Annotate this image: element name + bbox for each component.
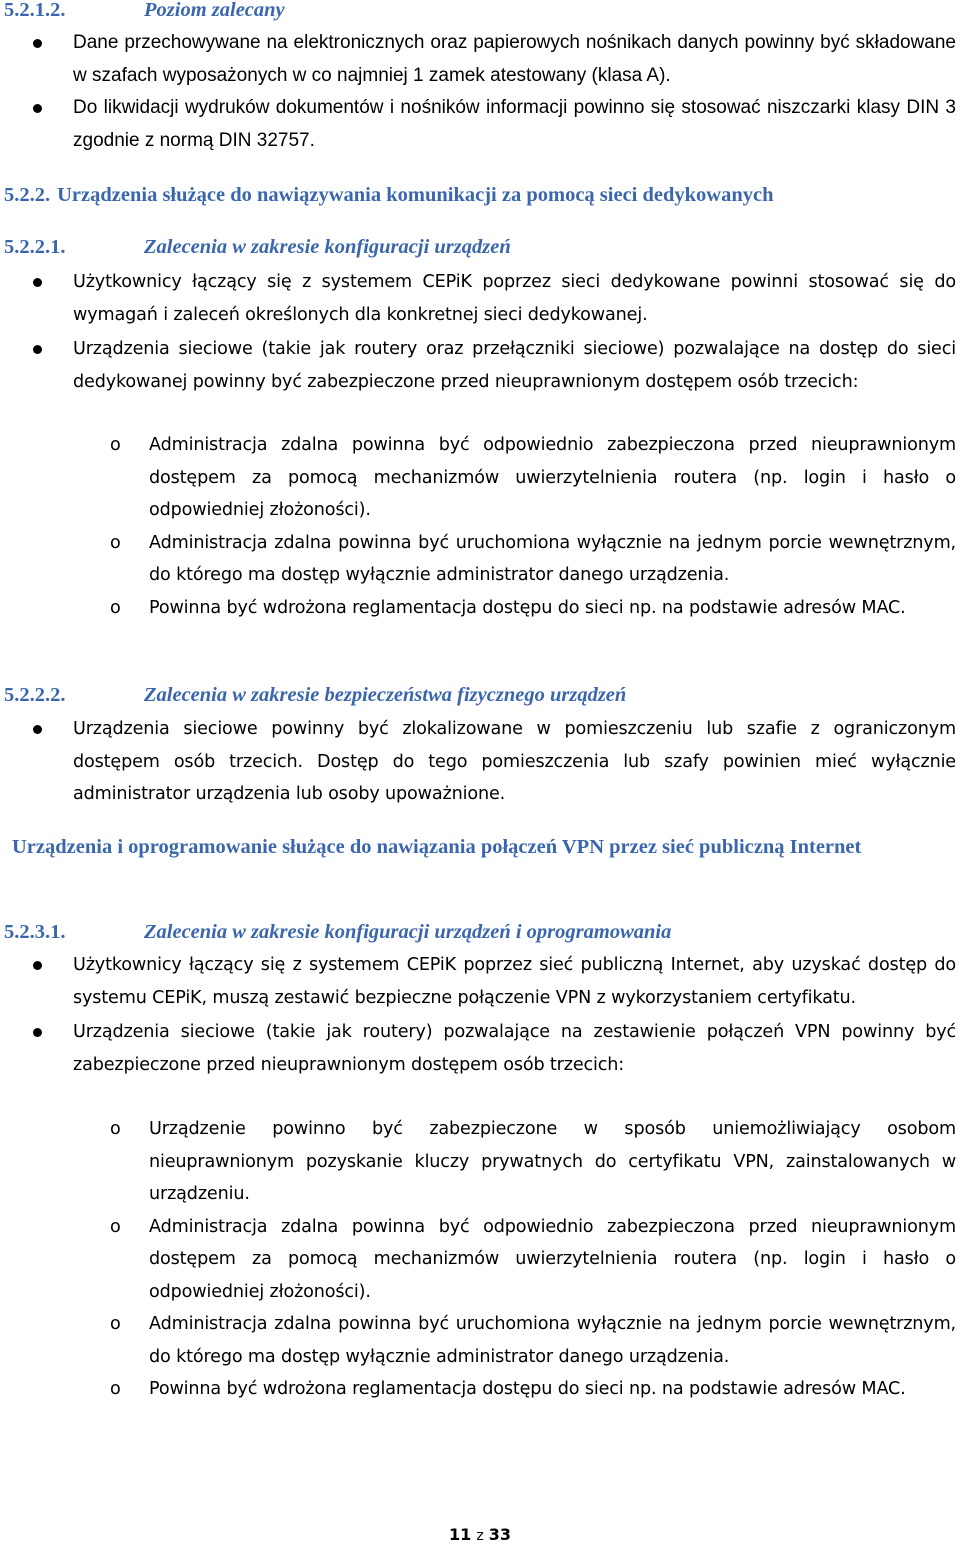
bullet-icon — [33, 345, 42, 354]
sub-bullet-marker: o — [110, 1216, 121, 1237]
current-page-number: 11 — [448, 1525, 472, 1544]
sub-list-item-text: Powinna być wdrożona reglamentacja dostępu do sieci np. na podstawie adresów MAC. — [149, 597, 906, 618]
section-title: Zalecenia w zakresie konfiguracji urządzeń — [144, 236, 511, 258]
sub-bullet-marker: o — [110, 532, 121, 553]
bullet-list — [0, 27, 960, 157]
section-5-2-2 — [4, 179, 956, 211]
bullet-icon — [33, 278, 42, 287]
section-5-2-3 — [4, 831, 956, 863]
sub-list — [0, 1113, 960, 1406]
page-separator: z — [476, 1528, 484, 1544]
sub-list-item-text: Administracja zdalna powinna być uruchomiona wyłącznie na jednym porcie wewnętrznym, do którego ma dostęp wyłącznie administrator danego urządzenia. — [149, 1314, 956, 1367]
list-item-text: Urządzenia sieciowe powinny być zlokalizowane w pomieszczeniu lub szafie z ograniczonym dostępem osób trzecich. Dostęp do tego pomieszczenia lub szafy powinien mieć wyłącznie administrator urządzenia lub osoby upoważnione. — [73, 719, 956, 804]
sub-bullet-marker: o — [110, 435, 121, 455]
section-number: 5.2.1.2. — [4, 0, 66, 21]
bullet-list — [0, 949, 960, 1081]
bullet-icon — [33, 1028, 42, 1037]
section-number: 5.2.3.1. — [4, 921, 66, 943]
section-5-2-1-2 — [4, 0, 956, 26]
bullet-icon — [33, 961, 42, 970]
list-item — [0, 92, 960, 157]
bullet-icon — [33, 104, 42, 113]
sub-bullet-marker: o — [110, 597, 121, 618]
list-item — [0, 713, 960, 811]
sub-list-item — [0, 1308, 960, 1373]
section-title: Urządzenia służące do nawiązywania komunikacji za pomocą sieci dedykowanych — [57, 184, 774, 206]
section-heading — [4, 831, 956, 863]
sub-list-item-text: Administracja zdalna powinna być odpowiednio zabezpieczona przed nieuprawnionym dostępem za pomocą mechanizmów uwierzytelnienia routera (np. login i hasło o odpowiedniej złożoności). — [149, 1216, 956, 1302]
sub-list-item — [0, 527, 960, 592]
sub-list-item — [0, 1373, 960, 1406]
sub-list-item — [0, 429, 960, 527]
bullet-icon — [33, 725, 42, 734]
sub-bullet-marker: o — [110, 1119, 121, 1139]
section-heading — [4, 916, 956, 948]
section-number: 5.2.2.1. — [4, 236, 66, 258]
section-heading — [4, 0, 956, 26]
sub-bullet-marker: o — [110, 1314, 121, 1334]
section-heading — [4, 231, 956, 263]
bullet-list — [0, 266, 960, 398]
list-item — [0, 949, 960, 1014]
list-item — [0, 27, 960, 92]
section-number: 5.2.2.2. — [4, 684, 66, 706]
sub-bullet-marker: o — [110, 1379, 121, 1399]
section-title: Zalecenia w zakresie bezpieczeństwa fizycznego urządzeń — [144, 684, 627, 706]
sub-list-item-text: Powinna być wdrożona reglamentacja dostępu do sieci np. na podstawie adresów MAC. — [149, 1379, 906, 1399]
section-5-2-2-1 — [4, 231, 956, 263]
sub-list — [0, 429, 960, 624]
list-item-text: Użytkownicy łączący się z systemem CEPiK poprzez sieć publiczną Internet, aby uzyskać dostęp do systemu CEPiK, muszą zestawić bezpieczne połączenie VPN z wykorzystaniem certyfikatu. — [73, 955, 956, 1008]
section-title: Urządzenia i oprogramowanie służące do nawiązania połączeń VPN przez sieć publiczną Internet — [12, 836, 862, 858]
sub-list-item-text: Administracja zdalna powinna być uruchomiona wyłącznie na jednym porcie wewnętrznym, do którego ma dostęp wyłącznie administrator danego urządzenia. — [149, 532, 956, 585]
page-number-footer — [0, 1525, 960, 1544]
section-heading — [4, 179, 956, 211]
sub-list-item-text: Urządzenie powinno być zabezpieczone w sposób uniemożliwiający osobom nieuprawnionym pozyskanie kluczy prywatnych do certyfikatu VPN, zainstalowanych w urządzeniu. — [149, 1119, 956, 1204]
bullet-list — [0, 713, 960, 811]
list-item-text: Urządzenia sieciowe (takie jak routery oraz przełączniki sieciowe) pozwalające na dostęp do sieci dedykowanej powinny być zabezpieczone przed nieuprawnionym dostępem osób trzecich: — [73, 339, 956, 392]
section-5-2-2-2 — [4, 679, 956, 711]
section-title: Poziom zalecany — [144, 0, 285, 21]
list-item-text: Użytkownicy łączący się z systemem CEPiK poprzez sieci dedykowane powinni stosować się do wymagań i zaleceń określonych dla konkretnej sieci dedykowanej. — [73, 272, 956, 325]
sub-list-item — [0, 1211, 960, 1309]
section-title: Zalecenia w zakresie konfiguracji urządzeń i oprogramowania — [144, 921, 672, 943]
bullet-icon — [33, 39, 42, 48]
list-item-text: Dane przechowywane na elektronicznych oraz papierowych nośnikach danych powinny być składowane w szafach wyposażonych w co najmniej 1 zamek atestowany (klasa A). — [73, 32, 956, 86]
list-item-text: Do likwidacji wydruków dokumentów i nośników informacji powinno się stosować niszczarki klasy DIN 3 zgodnie z normą DIN 32757. — [73, 97, 956, 151]
sub-list-item — [0, 1113, 960, 1211]
section-heading — [4, 679, 956, 711]
list-item — [0, 266, 960, 331]
list-item — [0, 1016, 960, 1081]
section-number: 5.2.2. — [4, 184, 51, 206]
sub-list-item — [0, 592, 960, 625]
sub-list-item-text: Administracja zdalna powinna być odpowiednio zabezpieczona przed nieuprawnionym dostępem za pomocą mechanizmów uwierzytelnienia routera (np. login i hasło o odpowiedniej złożoności). — [149, 435, 956, 520]
total-page-count: 33 — [488, 1525, 512, 1544]
list-item — [0, 333, 960, 398]
section-5-2-3-1 — [4, 916, 956, 948]
list-item-text: Urządzenia sieciowe (takie jak routery) pozwalające na zestawienie połączeń VPN powinny być zabezpieczone przed nieuprawnionym dostępem osób trzecich: — [73, 1022, 956, 1075]
